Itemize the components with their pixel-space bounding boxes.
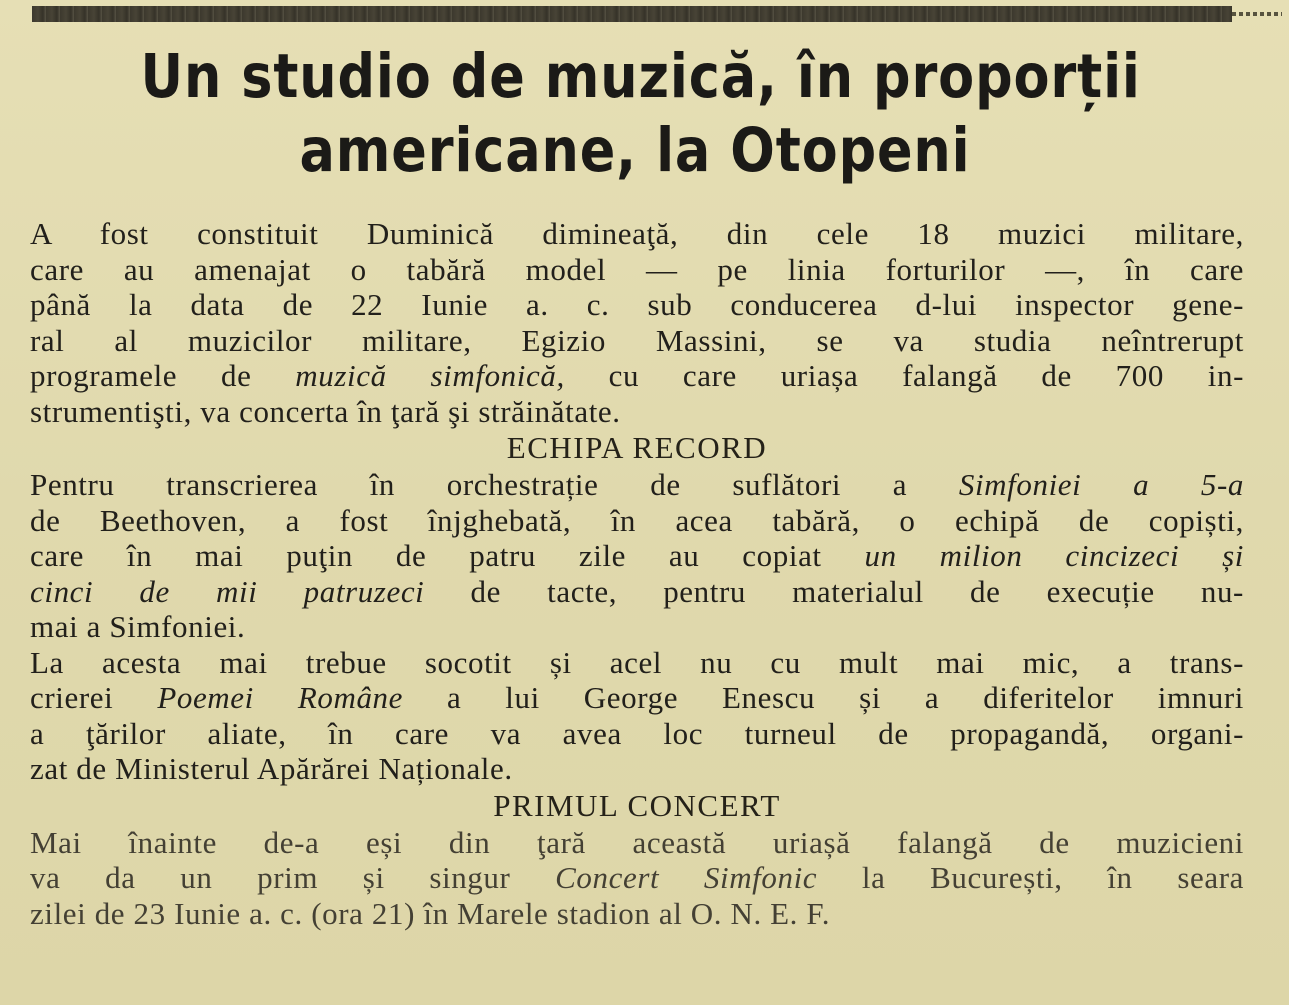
body-text: la București, în seara [817,860,1244,895]
headline-line-1: Un studio de muzică, în proporții [140,41,1141,112]
body-line: Mai înainte de-a eși din ţară această uriașă falangă de muzicieni [30,824,1244,860]
top-rule [32,6,1232,22]
intro-line [30,358,1244,394]
echipa-record-paragraph-1 [30,467,1244,645]
body-text: va da un prim și singur [30,860,556,895]
headline [140,40,1141,188]
intro-line: până la data de 22 Iunie a. c. sub conducerea d-lui inspector gene- [30,287,1244,322]
body-emphasis: un milion cincizeci și [864,538,1244,573]
body-line [30,538,1244,574]
body-text: a lui George Enescu și a diferitelor imnuri [403,680,1244,715]
section-heading-echipa-record: ECHIPA RECORD [506,430,768,465]
body-emphasis: Poemei Române [157,680,404,715]
body-line [30,680,1244,716]
intro-emphasis: muzică simfonică, [295,358,565,393]
echipa-record-paragraph-2 [30,645,1244,787]
body-text: Pentru transcrierea în orchestrație de suflători a [30,467,959,502]
body-text: de tacte, pentru materialul de execuție nu- [424,573,1244,609]
body-text: care în mai puţin de patru zile au copiat [30,538,865,573]
body-line: de Beethoven, a fost înjghebată, în acea tabără, o echipă de copiști, [30,502,1244,538]
intro-text: cu care uriașa falangă de 700 in- [564,358,1244,393]
primul-concert-paragraph [30,825,1244,932]
body-line: mai a Simfoniei. [30,609,246,644]
body-line [30,467,1244,503]
top-rule-tail [1232,12,1282,16]
intro-text: programele de [30,358,296,393]
intro-line: care au amenajat o tabără model — pe linia forturilor —, în care [30,251,1244,287]
intro-line: A fost constituit Duminică dimineaţă, din cele 18 muzici militare, [30,216,1244,251]
headline-line-2: americane, la Otopeni [299,115,971,186]
intro-line: strumentişti, va concerta în ţară şi străinătate. [30,393,621,429]
body-line [30,860,1244,896]
body-text: crierei [30,680,158,715]
body-line: La acesta mai trebue socotit și acel nu cu mult mai mic, a trans- [30,644,1244,680]
body-line [30,574,1244,610]
intro-line: ral al muzicilor militare, Egizio Massini, se va studia neîntrerupt [30,322,1244,358]
body-line: zilei de 23 Iunie a. c. (ora 21) în Marele stadion al O. N. E. F. [30,895,831,931]
body-line: zat de Ministerul Apărărei Naționale. [30,751,513,786]
body-emphasis: Simfoniei a 5-a [958,467,1244,502]
section-heading-primul-concert: PRIMUL CONCERT [493,787,781,823]
intro-paragraph [30,216,1244,429]
body-line: a ţărilor aliate, în care va avea loc turneul de propagandă, organi- [30,715,1244,751]
body-emphasis: cinci de mii patruzeci [30,573,425,609]
article-body [30,216,1244,931]
body-emphasis: Concert Simfonic [555,860,818,895]
